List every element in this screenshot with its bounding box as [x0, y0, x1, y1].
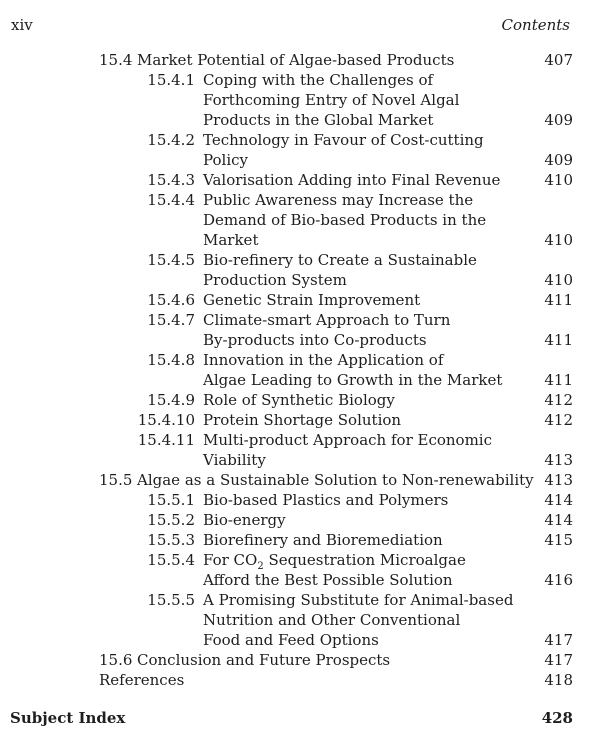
toc-entry [0, 390, 608, 410]
entry-title: Valorisation Adding into Final Revenue [203, 171, 501, 189]
page-number: 416 [544, 571, 573, 589]
toc-line-continuation [0, 450, 608, 470]
toc-line-continuation [0, 370, 608, 390]
entry-title: Products in the Global Market [203, 111, 434, 129]
entry-number: 15.4.11 [137, 431, 195, 449]
entry-title: Nutrition and Other Conventional [203, 611, 461, 629]
toc-entry [0, 250, 608, 270]
entry-title: Market [203, 231, 259, 249]
entry-number: 15.4.9 [147, 391, 195, 409]
toc-entry [0, 650, 608, 670]
toc-rows [0, 50, 608, 690]
entry-title: Food and Feed Options [203, 631, 379, 649]
entry-title: Market Potential of Algae-based Products [137, 51, 455, 69]
toc-entry [0, 410, 608, 430]
entry-title: Viability [203, 451, 266, 469]
page-number: 412 [544, 411, 573, 429]
page-number: 411 [544, 371, 573, 389]
entry-title: Bio-energy [203, 511, 286, 529]
entry-title: Coping with the Challenges of [203, 71, 434, 89]
toc-line-continuation [0, 610, 608, 630]
page-number: 407 [544, 51, 573, 69]
entry-number: 15.4.3 [147, 171, 195, 189]
subscript-text: 2 [257, 561, 264, 572]
page-number: 417 [544, 651, 573, 669]
toc-entry [0, 130, 608, 150]
entry-number: 15.4.6 [147, 291, 195, 309]
entry-title: Multi-product Approach for Economic [203, 431, 492, 449]
toc-entry [0, 590, 608, 610]
entry-number: 15.5.3 [147, 531, 195, 549]
toc-line-continuation [0, 210, 608, 230]
entry-title: Algae as a Sustainable Solution to Non-renewability [137, 471, 534, 489]
toc-entry [0, 170, 608, 190]
toc-entry [0, 490, 608, 510]
toc-entry [0, 550, 608, 570]
entry-title: Afford the Best Possible Solution [203, 571, 453, 589]
page-number: 410 [544, 231, 573, 249]
page-number: 410 [544, 171, 573, 189]
toc-entry [0, 70, 608, 90]
entry-title: Public Awareness may Increase the [203, 191, 474, 209]
toc-line-continuation [0, 330, 608, 350]
page-number: 413 [544, 451, 573, 469]
entry-title: Production System [203, 271, 347, 289]
entry-title: Bio-refinery to Create a Sustainable [203, 251, 477, 269]
page-number: 414 [544, 491, 573, 509]
page-number: 418 [544, 671, 573, 689]
page-number: 413 [544, 471, 573, 489]
entry-number: 15.5.4 [147, 551, 195, 569]
entry-title: Genetic Strain Improvement [203, 291, 421, 309]
page-number: 411 [544, 291, 573, 309]
page-number: 415 [544, 531, 573, 549]
toc-line-continuation [0, 270, 608, 290]
toc-entry [0, 530, 608, 550]
toc-line-continuation [0, 150, 608, 170]
entry-title: Demand of Bio-based Products in the [203, 211, 487, 229]
entry-number: 15.4.8 [147, 351, 195, 369]
entry-title: Technology in Favour of Cost-cutting [203, 131, 484, 149]
entry-number: 15.4.1 [147, 71, 195, 89]
page-number: 409 [544, 151, 573, 169]
folio-page-number: xiv [11, 16, 33, 34]
entry-number: 15.4.2 [147, 131, 195, 149]
entry-title: Forthcoming Entry of Novel Algal [203, 91, 460, 109]
toc-line-continuation [0, 230, 608, 250]
page-number: 412 [544, 391, 573, 409]
page-number: 410 [544, 271, 573, 289]
running-head: Contents [501, 16, 570, 34]
toc-entry [0, 310, 608, 330]
page-header [0, 0, 608, 35]
entry-number: 15.4.4 [147, 191, 195, 209]
page-number: 417 [544, 631, 573, 649]
entry-title: Climate-smart Approach to Turn [203, 311, 451, 329]
toc-entry [0, 430, 608, 450]
entry-number: 15.4 [99, 51, 133, 69]
page-number: 414 [544, 511, 573, 529]
entry-title: Conclusion and Future Prospects [137, 651, 391, 669]
entry-title: Algae Leading to Growth in the Market [203, 371, 503, 389]
entry-number: 15.4.5 [147, 251, 195, 269]
page-number: 411 [544, 331, 573, 349]
entry-number: 15.5.2 [147, 511, 195, 529]
toc-entry [0, 290, 608, 310]
toc-line-continuation [0, 110, 608, 130]
toc-entry-subject-index [0, 708, 608, 728]
title-text: Sequestration Microalgae [263, 551, 466, 569]
toc-entry [0, 190, 608, 210]
entry-title: A Promising Substitute for Animal-based [203, 591, 514, 609]
entry-title: Role of Synthetic Biology [203, 391, 395, 409]
toc-line-continuation [0, 570, 608, 590]
entry-title: By-products into Co-products [203, 331, 427, 349]
entry-title: Bio-based Plastics and Polymers [203, 491, 449, 509]
entry-number: 15.4.7 [147, 311, 195, 329]
page-number: 428 [541, 709, 573, 727]
entry-title: Biorefinery and Bioremediation [203, 531, 443, 549]
entry-title: Policy [203, 151, 248, 169]
entry-number: 15.4.10 [137, 411, 195, 429]
toc-entry [0, 470, 608, 490]
entry-number: 15.5.5 [147, 591, 195, 609]
toc-entry [0, 670, 608, 690]
entry-number: 15.5.1 [147, 491, 195, 509]
toc-entry [0, 50, 608, 70]
title-text: For CO [203, 551, 258, 569]
entry-title: Subject Index [10, 709, 126, 727]
entry-number: 15.5 [99, 471, 133, 489]
entry-number: 15.6 [99, 651, 133, 669]
toc-line-continuation [0, 630, 608, 650]
entry-title: Innovation in the Application of [203, 351, 444, 369]
entry-title: Protein Shortage Solution [203, 411, 402, 429]
toc-entry [0, 350, 608, 370]
toc-entry [0, 510, 608, 530]
entry-title [203, 550, 466, 570]
toc-line-continuation [0, 90, 608, 110]
entry-title: References [99, 671, 185, 689]
page-number: 409 [544, 111, 573, 129]
